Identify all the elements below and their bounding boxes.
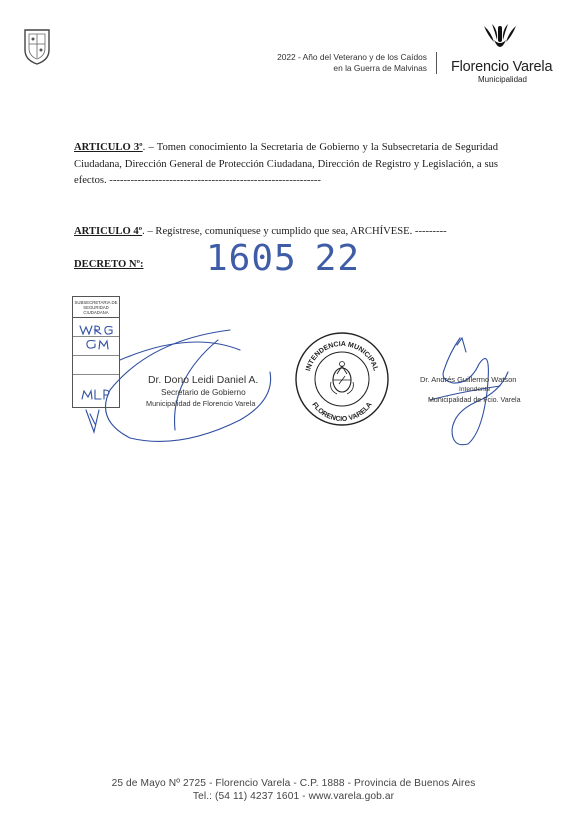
seal-bottom-text: FLORENCIO VARELA bbox=[310, 401, 374, 424]
article-3-label: ARTICULO 3º bbox=[74, 142, 143, 153]
signature-1-title: Secretario de Gobierno bbox=[161, 388, 246, 397]
decreto-label: DECRETO Nº: bbox=[74, 259, 144, 270]
decreto-number-part2: 22 bbox=[314, 238, 361, 279]
footer-contact: Tel.: (54 11) 4237 1601 - www.varela.gob.ar bbox=[192, 791, 395, 802]
brand-name: Florencio Varela bbox=[451, 59, 553, 75]
initials-handwriting bbox=[87, 341, 95, 349]
initials-handwriting bbox=[105, 327, 112, 335]
article-4-label: ARTICULO 4º bbox=[74, 226, 143, 237]
initials-handwriting bbox=[99, 341, 108, 349]
signature-2-office: Municipalidad de Fcio. Varela bbox=[428, 396, 521, 404]
initials-handwriting bbox=[86, 410, 99, 432]
signature-2-name: Dr. Andrés Guillermo Watson bbox=[420, 375, 517, 384]
signature-2-title: Intendente bbox=[459, 386, 491, 393]
article-4-text: . – Regístrese, comuníquese y cumplido que sea, ARCHÍVESE. --------- bbox=[142, 226, 447, 237]
footer-address: 25 de Mayo Nº 2725 - Florencio Varela - C.P. 1888 - Provincia de Buenos Aires bbox=[111, 778, 476, 789]
seal-top-text: INTENDENCIA MUNICIPAL bbox=[305, 340, 379, 372]
coat-of-arms-icon bbox=[331, 362, 354, 395]
initials-handwriting bbox=[95, 326, 101, 334]
signature-1-name: Dr. Dono Leidi Daniel A. bbox=[148, 375, 259, 386]
initials-stamp-title: SUBSECRETARIA DE SEGURIDAD CIUDADANA bbox=[73, 297, 119, 318]
initials-handwriting bbox=[82, 390, 109, 399]
signature-1-office: Municipalidad de Florencio Varela bbox=[146, 399, 256, 408]
initials-handwriting bbox=[80, 326, 92, 334]
brand-subtitle: Municipalidad bbox=[478, 75, 527, 84]
article-3-text: . – Tomen conocimiento la Secretaria de Gobierno y la Subsecretaria de Seguridad Ciudadana, Dirección General de Protección Ciudadana, Dirección de Registro y Legislación, a sus efectos. ------------------------------------------------------------ bbox=[74, 142, 499, 186]
decreto-number-part1: 1605 bbox=[206, 238, 297, 279]
header-motto-line2: en la Guerra de Malvinas bbox=[333, 62, 427, 73]
header-motto-line1: 2022 - Año del Veterano y de los Caídos bbox=[277, 52, 427, 62]
signature-stroke bbox=[120, 342, 240, 360]
municipal-seal bbox=[293, 330, 391, 428]
